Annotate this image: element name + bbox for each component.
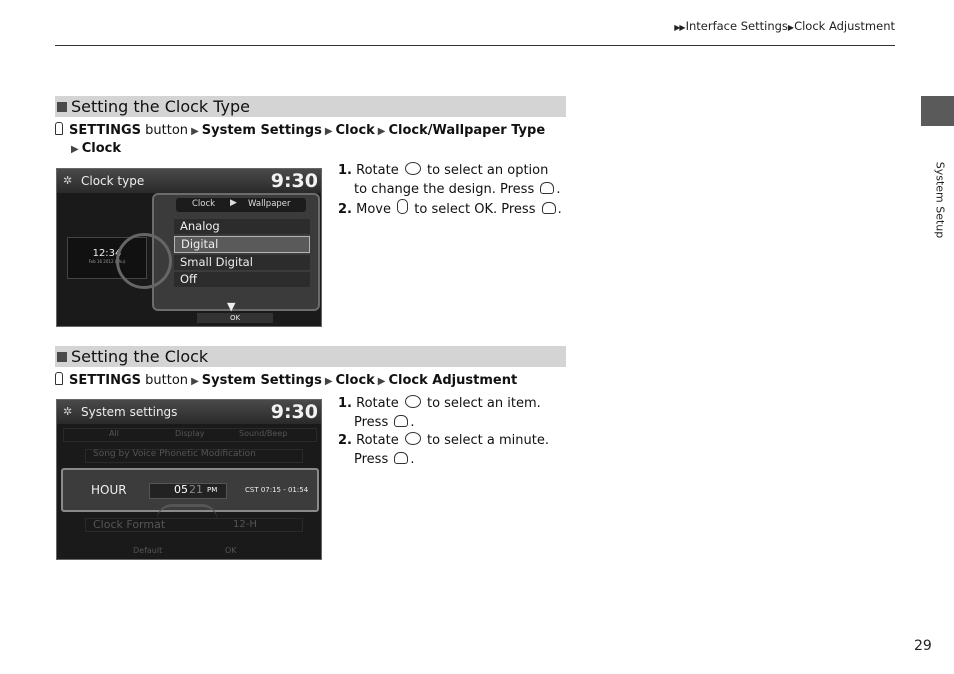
path-system: System Settings <box>201 373 322 388</box>
step-number: 1. <box>338 163 352 178</box>
down-arrow-icon: ▼ <box>227 300 236 313</box>
step-text: to select an option to change the design. Press <box>354 163 549 197</box>
section-heading <box>55 346 566 367</box>
square-bullet-icon <box>57 102 67 112</box>
breadcrumb <box>674 19 895 33</box>
dim-row-label: Song by Voice Phonetic Modification <box>93 449 256 459</box>
dial-graphic <box>116 233 172 289</box>
arrow-icon: ▶ <box>191 126 199 137</box>
step-text: . <box>556 181 561 197</box>
step-item <box>338 162 563 199</box>
step-text: . <box>410 414 415 430</box>
tab-display[interactable]: Display <box>175 429 205 438</box>
tab-sound-beep[interactable]: Sound/Beep <box>239 429 288 438</box>
steps-list <box>338 395 563 469</box>
step-text: . <box>410 451 415 467</box>
dial-graphic <box>157 504 217 519</box>
arrow-icon: ▶ <box>324 376 333 387</box>
tab-wallpaper[interactable]: Wallpaper <box>248 199 291 209</box>
arrow-icon: ▶ <box>230 198 237 208</box>
path-type: Clock/Wallpaper Type <box>388 123 546 138</box>
preview-time: 12:34 <box>92 248 122 259</box>
option-small-digital[interactable]: Small Digital <box>174 255 310 270</box>
section-title: Setting the Clock <box>71 347 209 366</box>
rotate-knob-icon <box>405 162 421 175</box>
tab-clock[interactable]: Clock <box>192 199 216 209</box>
path-system: System Settings <box>201 123 322 138</box>
path-settings: SETTINGS <box>69 373 142 388</box>
step-text: . Press <box>493 202 536 217</box>
time-range: CST 07:15 - 01:54 <box>245 486 309 494</box>
home-icon <box>55 122 63 135</box>
preview-date: Feb 16 2012 (Thu) <box>88 259 126 264</box>
menu-path <box>55 372 575 390</box>
default-button[interactable]: Default <box>133 546 163 555</box>
path-clock: Clock <box>335 373 375 388</box>
chapter-tab <box>921 96 954 126</box>
step-text: to select <box>414 202 471 217</box>
step-text: Rotate <box>356 163 399 178</box>
arrow-icon: ▶ <box>71 144 79 155</box>
rotate-knob-icon <box>405 395 421 408</box>
path-button-word: button <box>145 373 189 388</box>
screen-clock: 9:30 <box>270 401 318 423</box>
section-heading <box>55 96 566 117</box>
step-number: 2. <box>338 433 352 448</box>
arrow-icon: ▶ <box>324 126 333 137</box>
step-ok: OK <box>474 202 493 217</box>
tab-all[interactable]: All <box>109 429 119 438</box>
step-item <box>338 432 563 469</box>
arrow-icon: ▶ <box>787 23 794 32</box>
step-number: 2. <box>338 202 352 217</box>
hour-value: 05 <box>174 483 188 496</box>
home-icon <box>55 372 63 385</box>
option-digital[interactable]: Digital <box>174 236 310 253</box>
ok-button[interactable]: OK <box>225 546 237 555</box>
ok-button[interactable]: OK <box>197 313 273 323</box>
step-text: Press <box>354 451 389 467</box>
clock-format-label: Clock Format <box>93 518 166 531</box>
step-text: Rotate <box>356 433 399 448</box>
screen-title: System settings <box>81 405 178 419</box>
rotate-knob-icon <box>405 432 421 445</box>
step-text: . <box>557 202 562 217</box>
press-knob-icon <box>394 415 408 427</box>
step-item <box>338 199 563 220</box>
breadcrumb-item[interactable]: Clock Adjustment <box>794 19 895 33</box>
path-final: Clock <box>81 141 121 156</box>
screen-clock: 9:30 <box>270 170 318 192</box>
path-clock: Clock <box>335 123 375 138</box>
press-knob-icon <box>540 182 554 194</box>
path-settings: SETTINGS <box>69 123 142 138</box>
screen-title: Clock type <box>81 174 145 188</box>
path-adjust: Clock Adjustment <box>388 373 518 388</box>
option-off[interactable]: Off <box>174 272 310 287</box>
path-button-word: button <box>145 123 189 138</box>
gear-icon: ✲ <box>63 405 73 418</box>
arrow-icon: ▶ <box>377 376 386 387</box>
ampm-value: PM <box>207 486 218 494</box>
double-arrow-icon: ▶▶ <box>674 23 685 32</box>
square-bullet-icon <box>57 352 67 362</box>
press-knob-icon <box>542 202 556 214</box>
option-analog[interactable]: Analog <box>174 219 310 234</box>
clock-format-value: 12-H <box>233 519 257 530</box>
step-item <box>338 395 563 432</box>
options-panel <box>152 193 320 311</box>
step-text: to select a minute. <box>426 433 549 448</box>
arrow-icon: ▶ <box>377 126 386 137</box>
step-text: Move <box>356 202 391 217</box>
minute-value[interactable]: 21 <box>189 483 203 496</box>
menu-path <box>55 122 575 158</box>
step-number: 1. <box>338 396 352 411</box>
steps-list <box>338 162 563 220</box>
header-rule <box>55 45 895 46</box>
hour-label: HOUR <box>91 483 127 497</box>
arrow-icon: ▶ <box>191 376 199 387</box>
step-text: to select an item. Press <box>354 396 541 430</box>
page-number: 29 <box>914 638 932 654</box>
press-knob-icon <box>394 452 408 464</box>
system-settings-screen <box>56 399 322 560</box>
breadcrumb-item[interactable]: Interface Settings <box>685 19 788 33</box>
move-knob-icon <box>397 199 408 214</box>
clock-type-screen <box>56 168 322 327</box>
section-title: Setting the Clock Type <box>71 97 251 116</box>
gear-icon: ✲ <box>63 174 73 187</box>
options-list <box>174 219 310 287</box>
chapter-label: System Setup <box>933 161 947 239</box>
step-text: Rotate <box>356 396 399 411</box>
